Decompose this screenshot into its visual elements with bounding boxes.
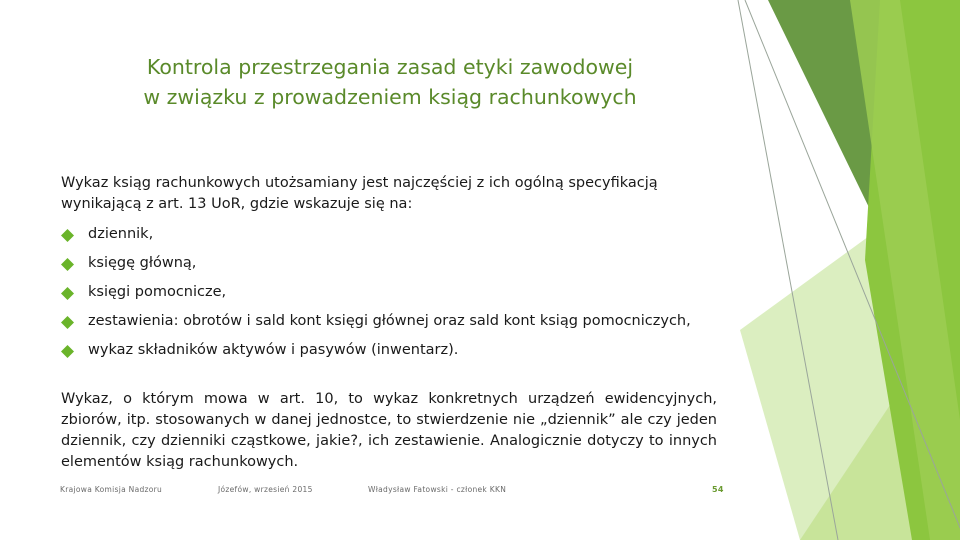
- diamond-bullet-icon: [61, 229, 74, 242]
- bullet-text: księgę główną,: [88, 255, 197, 271]
- page-number: 54: [712, 485, 724, 494]
- bullet-text: zestawienia: obrotów i sald kont księgi głównej oraz sald kont ksiąg pomocniczych,: [88, 313, 691, 329]
- slide-title: [90, 52, 690, 112]
- diamond-bullet-icon: [61, 287, 74, 300]
- footer-place-date: Józefów, wrzesień 2015: [218, 485, 313, 494]
- bullet-text: księgi pomocnicze,: [88, 284, 227, 300]
- bullet-item: [61, 282, 721, 303]
- diamond-bullet-icon: [61, 258, 74, 271]
- bullet-item: [61, 224, 721, 245]
- closing-paragraph: Wykaz, o którym mowa w art. 10, to wykaz konkretnych urządzeń ewidencyjnych, zbiorów, itp. stosowanych w danej jednostce, to stwierdzenie nie „dziennik” ale czy jeden dziennik, czy dzienniki cząstkowe, jakie?, ich zestawienie. Analogicznie dotyczy to innych elementów ksiąg rachunkowych.: [61, 391, 717, 470]
- diamond-bullet-icon: [61, 316, 74, 329]
- bullet-item: [61, 253, 721, 274]
- bullet-list: [61, 224, 721, 361]
- bullet-item: [61, 340, 721, 361]
- footer-organization: Krajowa Komisja Nadzoru: [60, 485, 163, 494]
- bullet-item: [61, 311, 721, 332]
- title-line-2: w związku z prowadzeniem ksiąg rachunkowych: [143, 85, 637, 109]
- intro-paragraph: Wykaz ksiąg rachunkowych utożsamiany jest najczęściej z ich ogólną specyfikacją wynikającą z art. 13 UoR, gdzie wskazuje się na:: [61, 175, 658, 212]
- title-line-1: Kontrola przestrzegania zasad etyki zawodowej: [146, 55, 634, 79]
- footer-author: Władysław Fatowski - członek KKN: [368, 485, 507, 494]
- bullet-text: wykaz składników aktywów i pasywów (inwentarz).: [88, 342, 459, 358]
- bullet-text: dziennik,: [88, 226, 154, 242]
- diamond-bullet-icon: [61, 345, 74, 358]
